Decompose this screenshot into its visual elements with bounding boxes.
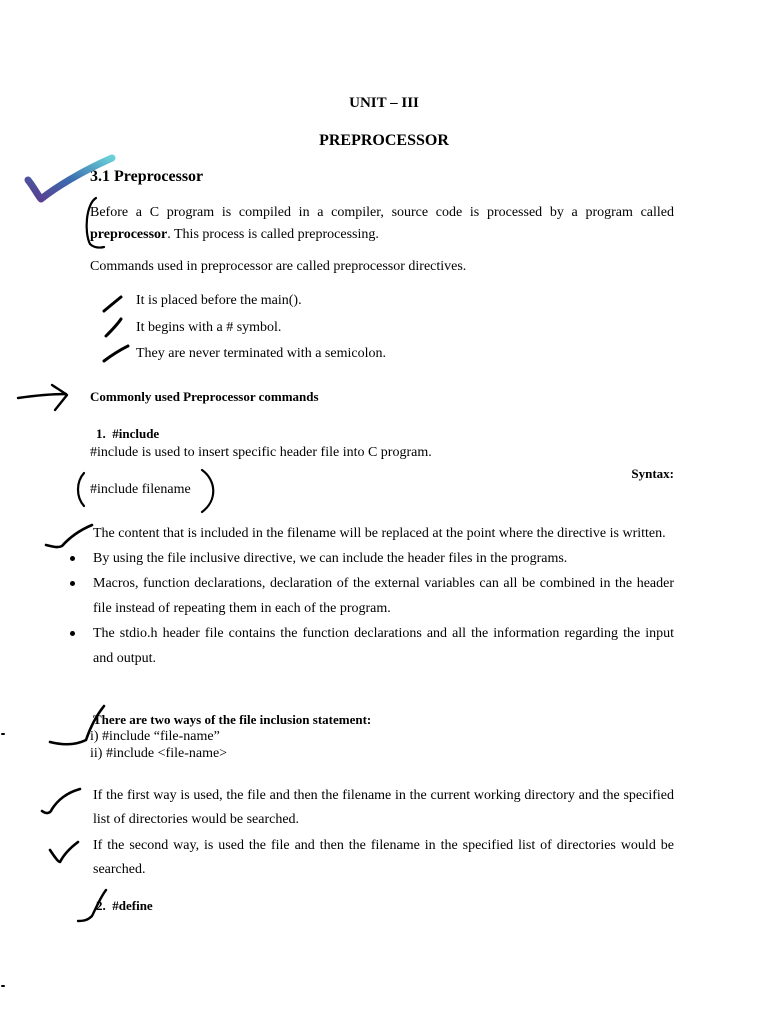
include-bullet-text: By using the file inclusive directive, we can include the header files in the programs.	[93, 551, 568, 566]
check-icon	[50, 706, 104, 744]
syntax-label: Syntax:	[631, 466, 674, 481]
tick-icon	[104, 297, 121, 311]
page-title: PREPROCESSOR	[319, 132, 449, 149]
way-note: If the first way is used, the file and then the filename in the current working directory and the specified list of directories would be searched.	[93, 788, 674, 827]
tick-icon	[104, 346, 128, 361]
include-bullet-text: Macros, function declarations, declaration of the external variables can all be combined in the header file instead of repeating them in each of the program.	[93, 576, 674, 616]
check-icon	[50, 842, 78, 862]
unit-title: UNIT – III	[349, 95, 419, 111]
directive-point: It is placed before the main().	[136, 293, 302, 308]
arrow-icon	[18, 385, 67, 410]
syntax-code: #include filename	[90, 482, 191, 497]
intro-bold-term: preprocessor	[90, 227, 168, 242]
include-bullet-text: The content that is included in the filename will be replaced at the point where the directive is written.	[93, 526, 666, 541]
bracket-icon	[87, 198, 104, 248]
include-description: #include is used to insert specific header file into C program.	[90, 445, 432, 460]
check-icon	[42, 789, 80, 813]
directive-point: It begins with a # symbol.	[136, 320, 282, 335]
way-item: ii) #include <file-name>	[90, 746, 228, 761]
intro-text-before: Before a C program is compiled in a compiler, source code is processed by a program called	[90, 205, 674, 220]
intro-text-after: . This process is called preprocessing.	[167, 227, 379, 242]
section-heading: 3.1 Preprocessor	[90, 168, 204, 185]
include-bullet-text: The stdio.h header file contains the function declarations and all the information regarding the input and output.	[93, 626, 674, 666]
way-item: i) #include “file-name”	[90, 729, 220, 744]
paren-icon	[202, 470, 213, 512]
directives-line: Commands used in preprocessor are called preprocessor directives.	[90, 259, 467, 274]
commands-heading: Commonly used Preprocessor commands	[90, 389, 319, 404]
tick-icon	[106, 319, 121, 336]
include-title: 1. #include	[96, 426, 160, 441]
check-icon	[78, 890, 106, 921]
define-title: 2. #define	[96, 898, 153, 913]
check-icon	[46, 525, 92, 547]
ways-heading: There are two ways of the file inclusion statement:	[93, 712, 372, 727]
directive-point: They are never terminated with a semicolon.	[136, 346, 386, 361]
highlight-check-icon	[28, 158, 112, 199]
paren-icon	[78, 473, 84, 506]
way-note: If the second way, is used the file and then the filename in the specified list of directories would be searched.	[93, 838, 674, 877]
